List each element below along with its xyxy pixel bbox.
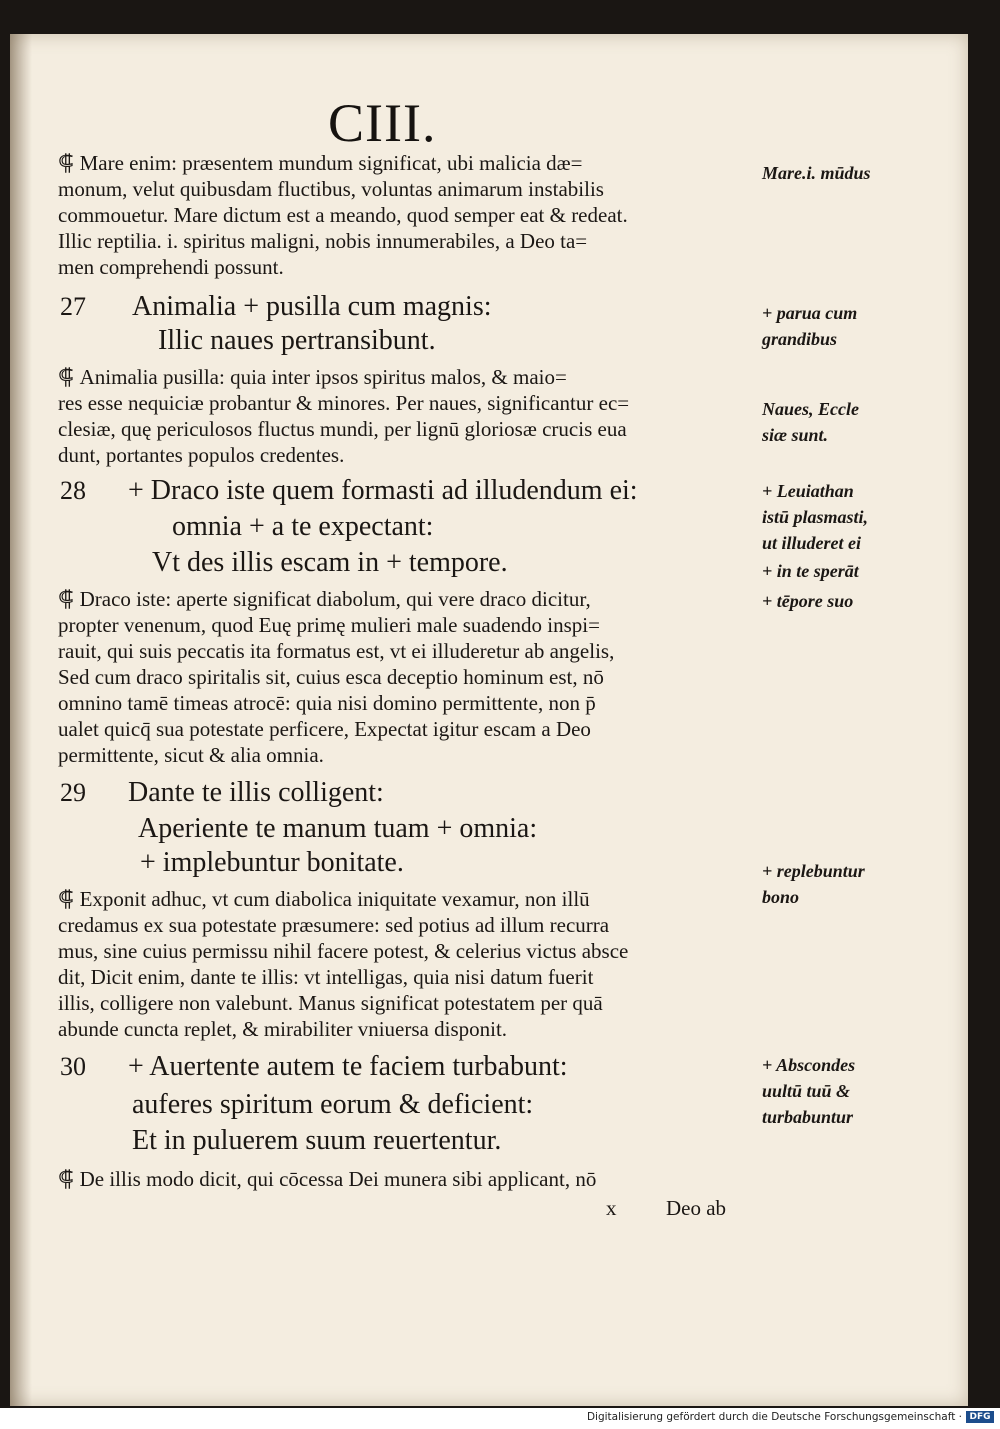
verse-line: Aperiente te manum tuam + omnia: — [138, 813, 538, 844]
body-line: credamus ex sua potestate præsumere: sed potius ad illum recurra — [58, 913, 610, 937]
verse-line: Vt des illis escam in + tempore. — [152, 547, 508, 578]
margin-note: + Leuiathan — [762, 481, 854, 501]
body-line: ⸿ Draco iste: aperte significat diabolum, qui vere draco dicitur, — [58, 586, 591, 611]
body-line: dunt, portantes populos credentes. — [58, 443, 345, 467]
body-line: omnino tamē timeas atrocē: quia nisi domino permittente, non p̄ — [58, 691, 596, 715]
body-line: ualet quicq̄ sua potestate perficere, Expectat igitur escam a Deo — [58, 717, 591, 741]
margin-note: + Abscondes — [762, 1055, 856, 1075]
margin-note: grandibus — [762, 329, 838, 349]
dfg-logo-icon: DFG — [966, 1411, 994, 1423]
verse-line: + Auertente autem te faciem turbabunt: — [128, 1051, 568, 1082]
body-line: abunde cuncta replet, & mirabiliter vniuersa disponit. — [58, 1017, 508, 1041]
page-gutter-shadow — [10, 34, 32, 1406]
catchword: Deo ab — [666, 1196, 727, 1220]
body-line: Illic reptilia. i. spiritus maligni, nobis innumerabiles, a Deo ta= — [58, 229, 588, 253]
body-line: Sed cum draco spiritalis sit, cuius esca deceptio hominum est, nō — [58, 665, 604, 689]
margin-note: bono — [762, 887, 800, 907]
margin-note: ut illuderet ei — [762, 533, 861, 553]
body-line: clesiæ, quę periculosos fluctus mundi, per lignū gloriosæ crucis eua — [58, 417, 627, 441]
body-line: ⸿ Mare enim: præsentem mundum significat, ubi malicia dæ= — [58, 150, 583, 175]
verse-line: Illic naues pertransibunt. — [158, 325, 436, 356]
pilcrow-icon: ⸿ — [58, 586, 74, 611]
margin-note: + replebuntur — [762, 861, 865, 881]
book-page — [10, 34, 968, 1406]
margin-note: uultū tuū & — [762, 1081, 851, 1101]
margin-note: Naues, Eccle — [762, 399, 859, 419]
verse-line: Dante te illis colligent: — [128, 777, 384, 808]
body-line: ⸿ De illis modo dicit, qui cōcessa Dei munera sibi applicant, nō — [58, 1166, 597, 1191]
body-line: mus, sine cuius permissu nihil facere potest, & celerius victus absce — [58, 939, 629, 963]
verse-number: 30 — [60, 1052, 86, 1081]
verse-line: Et in puluerem suum reuertentur. — [132, 1125, 502, 1156]
body-line: ⸿ Exponit adhuc, vt cum diabolica iniquitate vexamur, non illū — [58, 886, 590, 911]
verse-line: omnia + a te expectant: — [172, 511, 434, 542]
pilcrow-icon: ⸿ — [58, 364, 74, 389]
verse-line: Animalia + pusilla cum magnis: — [132, 291, 492, 322]
signature-mark: x — [606, 1196, 617, 1220]
folio-number: CIII. — [328, 93, 437, 153]
pilcrow-icon: ⸿ — [58, 886, 74, 911]
body-line: permittente, sicut & alia omnia. — [58, 743, 324, 767]
verse-line: + implebuntur bonitate. — [140, 847, 404, 878]
body-line: commouetur. Mare dictum est a meando, quod semper eat & redeat. — [58, 203, 628, 227]
margin-note: Mare.i. mūdus — [762, 163, 871, 183]
margin-note: + parua cum — [762, 303, 858, 323]
body-line: dit, Dicit enim, dante te illis: vt intelligas, quia nisi datum fuerit — [58, 965, 594, 989]
verse-line: + Draco iste quem formasti ad illudendum ei: — [128, 475, 638, 506]
margin-note: istū plasmasti, — [762, 507, 869, 527]
body-line: monum, velut quibusdam fluctibus, voluntas animarum instabilis — [58, 177, 604, 201]
verse-line: auferes spiritum eorum & deficient: — [132, 1089, 534, 1120]
body-line: men comprehendi possunt. — [58, 255, 284, 279]
pilcrow-icon: ⸿ — [58, 1166, 74, 1191]
verse-number: 28 — [60, 476, 86, 505]
body-line: ⸿ Animalia pusilla: quia inter ipsos spiritus malos, & maio= — [58, 364, 567, 389]
digitization-credit — [587, 1411, 994, 1423]
body-line: illis, colligere non valebunt. Manus significat potestatem per quā — [58, 991, 603, 1015]
credit-text: Digitalisierung gefördert durch die Deutsche Forschungsgemeinschaft · — [586, 1411, 962, 1423]
margin-note: siæ sunt. — [762, 425, 829, 445]
verse-number: 27 — [60, 292, 86, 321]
body-line: res esse nequiciæ probantur & minores. Per naues, significantur ec= — [58, 391, 630, 415]
margin-note: + in te sperāt — [762, 561, 859, 581]
verse-number: 29 — [60, 778, 86, 807]
margin-note: turbabuntur — [762, 1107, 854, 1127]
body-line: propter venenum, quod Euę primę mulieri male suadendo inspi= — [58, 613, 600, 637]
margin-note: + tēpore suo — [762, 591, 854, 611]
body-line: rauit, qui suis peccatis ita formatus est, vt ei illuderetur ab angelis, — [58, 639, 615, 663]
pilcrow-icon: ⸿ — [58, 150, 74, 175]
